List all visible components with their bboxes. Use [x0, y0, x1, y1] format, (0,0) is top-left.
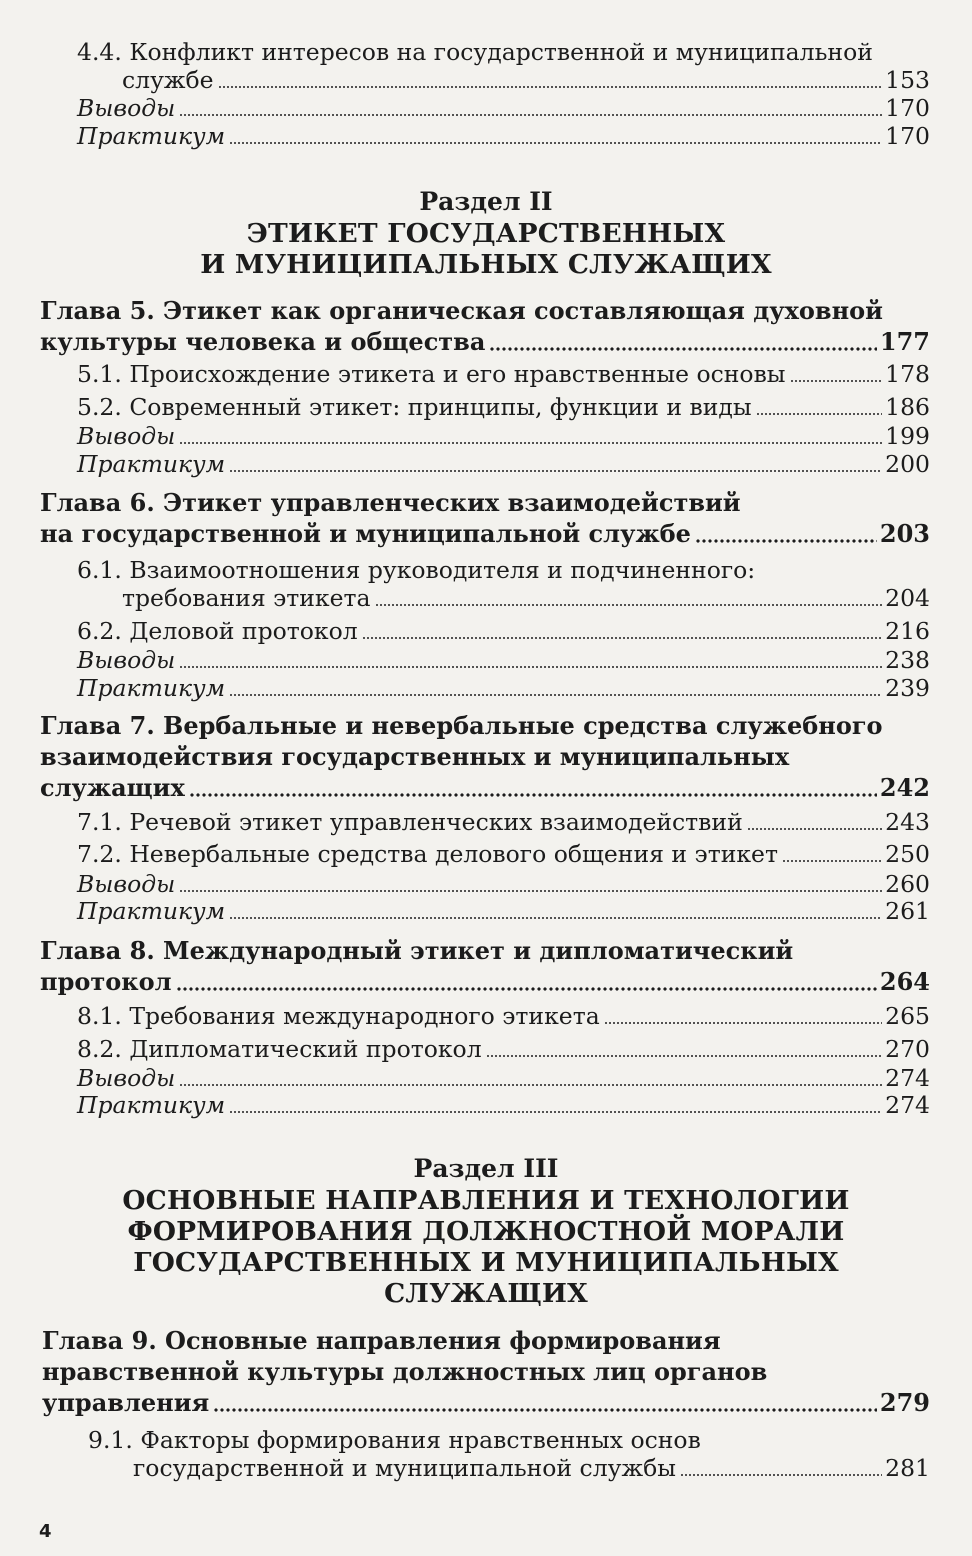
toc-chapter-7 [40, 710, 930, 803]
dot-leader [179, 890, 882, 892]
toc-entry-conclusions: Выводы 199 [77, 422, 930, 450]
toc-entry-6-1: 6.1. Взаимоотношения руководителя и подчиненного: требования этикета 204 [77, 556, 930, 612]
chapter-title-line: на государственной и муниципальной службе [40, 519, 691, 548]
toc-entry-6-2: 6.2. Деловой протокол 216 [77, 617, 930, 645]
toc-entry-conclusions: Выводы 170 [77, 94, 930, 122]
toc-entry-practicum: Практикум 261 [77, 897, 930, 925]
toc-entry-practicum: Практикум 274 [77, 1091, 930, 1119]
toc-entry-4-4 [77, 38, 930, 94]
section-title-line: ФОРМИРОВАНИЯ ДОЛЖНОСТНОЙ МОРАЛИ [127, 1216, 845, 1247]
dot-leader [179, 114, 882, 116]
section-heading-3 [0, 1153, 972, 1309]
dot-leader [229, 142, 882, 144]
chapter-title-line: Глава 7. Вербальные и невербальные средства служебного [40, 711, 883, 740]
toc-entry-practicum: Практикум 170 [77, 122, 930, 150]
chapter-title-line: культуры человека и общества [40, 327, 486, 356]
toc-entry-9-1: 9.1. Факторы формирования нравственных основ государственной и муниципальной службы 281 [88, 1426, 930, 1482]
toc-chapter-8 [40, 935, 930, 997]
chapter-title-line: Глава 9. Основные направления формирования [42, 1326, 721, 1355]
chapter-title-line: протокол [40, 967, 172, 996]
dot-leader [229, 917, 882, 919]
page-number: 242 [879, 773, 930, 802]
toc-entry-8-1: 8.1. Требования международного этикета 265 [77, 1002, 930, 1030]
toc-entry-conclusions: Выводы 274 [77, 1064, 930, 1092]
page-number-footer: 4 [39, 1521, 52, 1542]
dot-leader [229, 1111, 882, 1113]
dot-leader [362, 637, 882, 639]
page-number: 199 [885, 422, 930, 450]
section-title-line: ГОСУДАРСТВЕННЫХ И МУНИЦИПАЛЬНЫХ [133, 1247, 839, 1278]
entry-title-line: 4.4. Конфликт интересов на государственной и муниципальной [77, 38, 873, 66]
dot-leader [179, 666, 882, 668]
page-number: 216 [885, 617, 930, 645]
section-title-line: ОСНОВНЫЕ НАПРАВЛЕНИЯ И ТЕХНОЛОГИИ [122, 1185, 850, 1216]
chapter-title-line: управления [42, 1388, 210, 1417]
dot-leader [695, 539, 877, 543]
page-number: 274 [885, 1064, 930, 1092]
dot-leader [790, 380, 883, 382]
toc-entry-7-2: 7.2. Невербальные средства делового общения и этикет 250 [77, 840, 930, 868]
page-number: 200 [885, 450, 930, 478]
dot-leader [229, 694, 882, 696]
page-number: 279 [879, 1388, 930, 1417]
page-number: 153 [885, 66, 930, 94]
page-number: 170 [885, 94, 930, 122]
page-number: 281 [885, 1454, 930, 1482]
page-number: 203 [879, 519, 930, 548]
section-label: Раздел III [413, 1154, 559, 1183]
toc-entry-5-2: 5.2. Современный этикет: принципы, функции и виды 186 [77, 393, 930, 421]
chapter-title-line: Глава 6. Этикет управленческих взаимодействий [40, 488, 741, 517]
chapter-title-line: взаимодействия государственных и муниципальных [40, 742, 790, 771]
toc-entry-practicum: Практикум 200 [77, 450, 930, 478]
page-number: 260 [885, 870, 930, 898]
page-number: 264 [879, 967, 930, 996]
section-title-line: ЭТИКЕТ ГОСУДАРСТВЕННЫХ [246, 218, 726, 249]
page-number: 243 [885, 808, 930, 836]
chapter-title-line: Глава 5. Этикет как органическая составляющая духовной [40, 296, 883, 325]
dot-leader [486, 1055, 883, 1057]
toc-entry-7-1: 7.1. Речевой этикет управленческих взаимодействий 243 [77, 808, 930, 836]
page-number: 274 [885, 1091, 930, 1119]
dot-leader [489, 347, 876, 351]
chapter-title-line: служащих [40, 773, 185, 802]
section-title-line: СЛУЖАЩИХ [384, 1278, 588, 1309]
section-label: Раздел II [419, 187, 553, 216]
dot-leader [213, 1408, 877, 1412]
dot-leader [176, 987, 877, 991]
entry-title-line: службе [122, 66, 214, 94]
dot-leader [375, 604, 883, 606]
dot-leader [229, 470, 882, 472]
toc-entry-conclusions: Выводы 260 [77, 870, 930, 898]
toc-entry-practicum: Практикум 239 [77, 674, 930, 702]
dot-leader [604, 1022, 882, 1024]
page-number: 261 [885, 897, 930, 925]
toc-chapter-9 [42, 1325, 930, 1418]
section-title-line: И МУНИЦИПАЛЬНЫХ СЛУЖАЩИХ [200, 249, 772, 280]
page-number: 204 [885, 584, 930, 612]
page-number: 270 [885, 1035, 930, 1063]
page-number: 177 [879, 327, 930, 356]
page-number: 170 [885, 122, 930, 150]
dot-leader [179, 1084, 882, 1086]
dot-leader [189, 793, 877, 797]
toc-entry-8-2: 8.2. Дипломатический протокол 270 [77, 1035, 930, 1063]
toc-entry-5-1: 5.1. Происхождение этикета и его нравственные основы 178 [77, 360, 930, 388]
page-number: 239 [885, 674, 930, 702]
toc-chapter-6 [40, 487, 930, 549]
toc-entry-conclusions: Выводы 238 [77, 646, 930, 674]
section-heading-2 [0, 186, 972, 280]
chapter-title-line: Глава 8. Международный этикет и дипломатический [40, 936, 794, 965]
chapter-title-line: нравственной культуры должностных лиц органов [42, 1357, 768, 1386]
dot-leader [680, 1474, 882, 1476]
page-number: 186 [885, 393, 930, 421]
page-number: 178 [885, 360, 930, 388]
toc-chapter-5 [40, 295, 930, 357]
page-number: 238 [885, 646, 930, 674]
dot-leader [179, 442, 882, 444]
dot-leader [218, 86, 883, 88]
page-number: 265 [885, 1002, 930, 1030]
page-number: 250 [885, 840, 930, 868]
dot-leader [756, 413, 883, 415]
dot-leader [782, 860, 882, 862]
dot-leader [747, 828, 882, 830]
